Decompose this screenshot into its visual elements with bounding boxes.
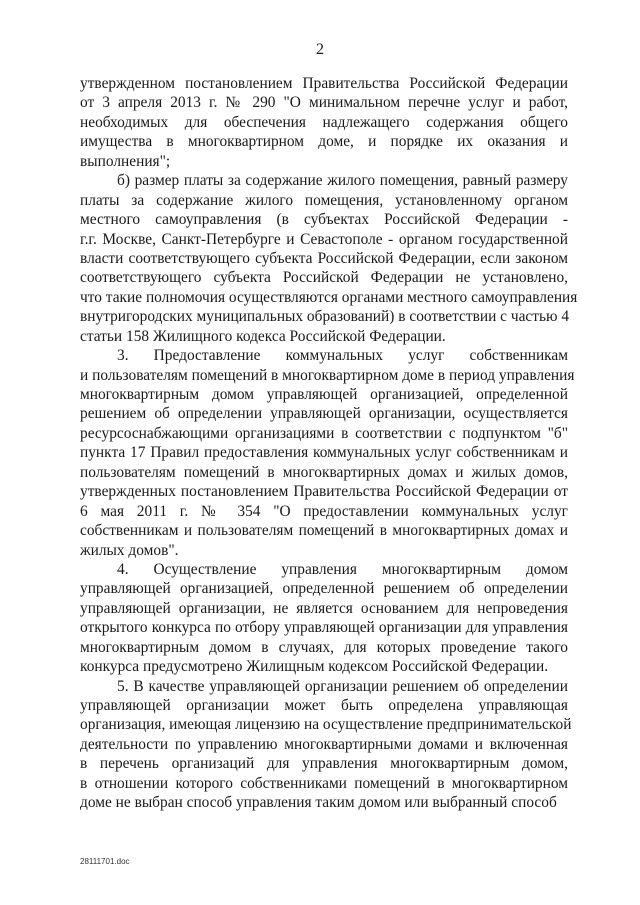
text-line: соответствующего субъекта Российской Федерации не установлено, — [80, 269, 568, 287]
text-line: управляющей организацией, определенной решением об определении — [80, 580, 568, 598]
text-line: б) размер платы за содержание жилого помещения, равный размеру — [117, 172, 568, 190]
text-line: деятельности по управлению многоквартирными домами и включенная — [80, 735, 568, 753]
paragraph-p1 — [80, 171, 578, 346]
text-line: внутригородских муниципальных образований) в соответствии с частью 4 — [80, 308, 570, 326]
text-line: утвержденных постановлением Правительства Российской Федерации от — [80, 483, 568, 501]
text-line: жилых домов". — [80, 541, 179, 559]
text-line: ресурсоснабжающими организациями в соответствии с подпунктом "б" — [80, 424, 568, 442]
text-line: пункта 17 Правил предоставления коммунальных услуг собственникам и — [80, 444, 568, 462]
text-line: многоквартирным домом управляющей организацией, определенной — [80, 386, 568, 403]
paragraph-p2 — [80, 346, 575, 560]
text-line: необходимых для обеспечения надлежащего содержания общего — [80, 113, 568, 131]
text-line: открытого конкурса по отбору управляющей организации для управления — [80, 619, 568, 637]
text-line: организация, имеющая лицензию на осуществление предпринимательской — [80, 716, 572, 734]
text-line: местного самоуправления (в субъектах Российской Федерации - — [80, 211, 568, 229]
text-line: в перечень организаций для управления многоквартирным домом, — [80, 755, 568, 773]
text-line: решением об определении управляющей организации, осуществляется — [80, 405, 568, 423]
text-line: управляющей организации может быть определена управляющая — [80, 697, 568, 714]
text-line: управляющей организации, не является основанием для непроведения — [80, 599, 568, 617]
text-line: г.г. Москве, Санкт-Петербурге и Севастополе - органом государственной — [80, 230, 568, 248]
page-number: 2 — [316, 41, 324, 58]
text-line: власти соответствующего субъекта Российской Федерации, если законом — [80, 249, 568, 267]
text-line: утвержденном постановлением Правительства Российской Федерации — [80, 75, 568, 92]
text-line: многоквартирным домом в случаях, для которых проведение такого — [80, 638, 568, 656]
paragraph-p3 — [80, 560, 568, 677]
text-line: 5. В качестве управляющей организации решением об определении — [117, 677, 568, 695]
text-line: и пользователям помещений в многоквартирном доме в период управления — [80, 366, 575, 384]
text-line: что такие полномочия осуществляются органами местного самоуправления — [80, 288, 578, 306]
text-line: имущества в многоквартирном доме, и порядке их оказания и — [80, 133, 568, 151]
text-line: 4. Осуществление управления многоквартирным домом — [117, 560, 568, 578]
text-line: собственникам и пользователям помещений в многоквартирных домах и — [80, 522, 568, 540]
text-line: 3. Предоставление коммунальных услуг собственникам — [117, 347, 568, 365]
text-line: от 3 апреля 2013 г. № 290 "О минимальном перечне услуг и работ, — [80, 94, 568, 112]
text-line: 6 мая 2011 г. № 354 "О предоставлении коммунальных услуг — [80, 502, 568, 520]
text-line: пользователям помещений в многоквартирных домах и жилых домов, — [80, 463, 568, 481]
text-line: выполнения"; — [80, 152, 171, 170]
text-line: статьи 158 Жилищного кодекса Российской Федерации. — [80, 327, 446, 345]
paragraph-p4 — [80, 677, 572, 813]
document-body — [80, 74, 578, 813]
text-line: конкурса предусмотрено Жилищным кодексом Российской Федерации. — [80, 658, 549, 676]
text-line: в отношении которого собственниками помещений в многоквартирном — [80, 774, 568, 792]
file-name-footer: 28111701.doc — [80, 857, 130, 866]
text-line: платы за содержание жилого помещения, установленному органом — [80, 191, 568, 209]
text-line: доме не выбран способ управления таким домом или выбранный способ — [80, 794, 557, 812]
paragraph-p0 — [80, 74, 568, 171]
